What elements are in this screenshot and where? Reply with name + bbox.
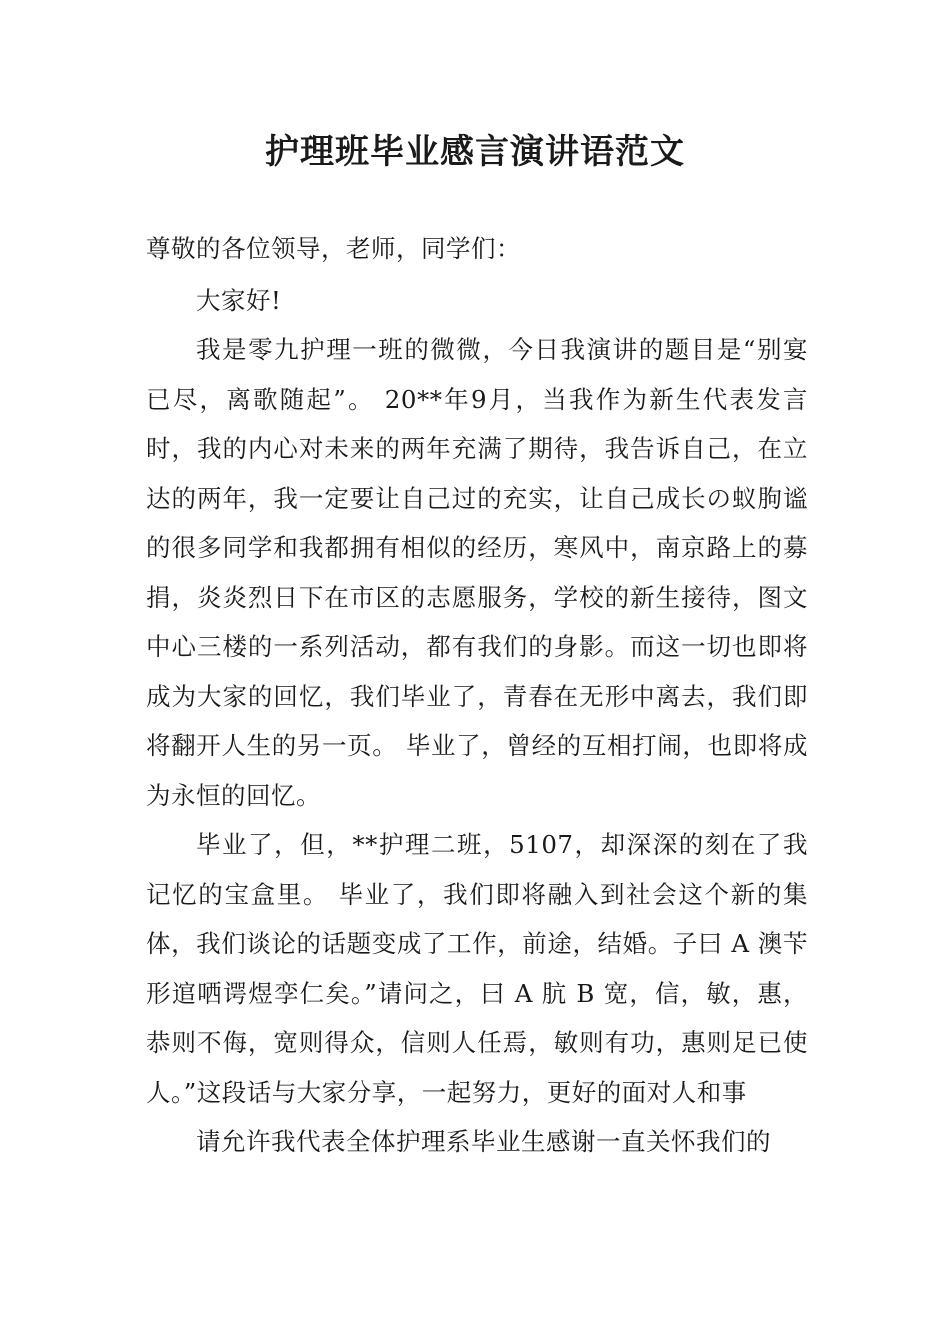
salutation: 尊敬的各位领导，老师，同学们： [146, 234, 521, 263]
paragraph-2: 毕业了，但，**护理二班，5107，却深深的刻在了我记忆的宝盒里。 毕业了，我们即将融入到社会这个新的集体，我们谈论的话题变成了工作，前途，结婚。子曰 A 澳苄形逭哂谔煜孪仁矣。”请问之，曰 A 肮 B 宽，信，敏，惠，恭则不侮，宽则得众，信则人任焉，敏则有功，惠则足已使人。”这段话与大家分享，一起努力，更好的面对人和事 [146, 830, 808, 1107]
document-body [146, 224, 808, 1167]
paragraph-greeting: 大家好! [196, 285, 282, 315]
paragraph-3: 请允许我代表全体护理系毕业生感谢一直关怀我们的 [196, 1127, 771, 1156]
paragraph-1: 我是零九护理一班的微微，今日我演讲的题目是“别宴已尽，离歌随起”。 20**年9月，当我作为新生代表发言时，我的内心对未来的两年充满了期待，我告诉自己，在立达的两年，我一定要让自己过的充实，让自己成长の蚁朐谧的很多同学和我都拥有相似的经历，寒风中，南京路上的募捐，炎炎烈日下在市区的志愿服务，学校的新生接待，图文中心三楼的一系列活动，都有我们的身影。而这一切也即将成为大家的回忆，我们毕业了，青春在无形中离去，我们即将翻开人生的另一页。 毕业了，曾经的互相打闹，也即将成为永恒的回忆。 [146, 335, 808, 810]
document-title: 护理班毕业感言演讲语范文 [265, 132, 685, 172]
